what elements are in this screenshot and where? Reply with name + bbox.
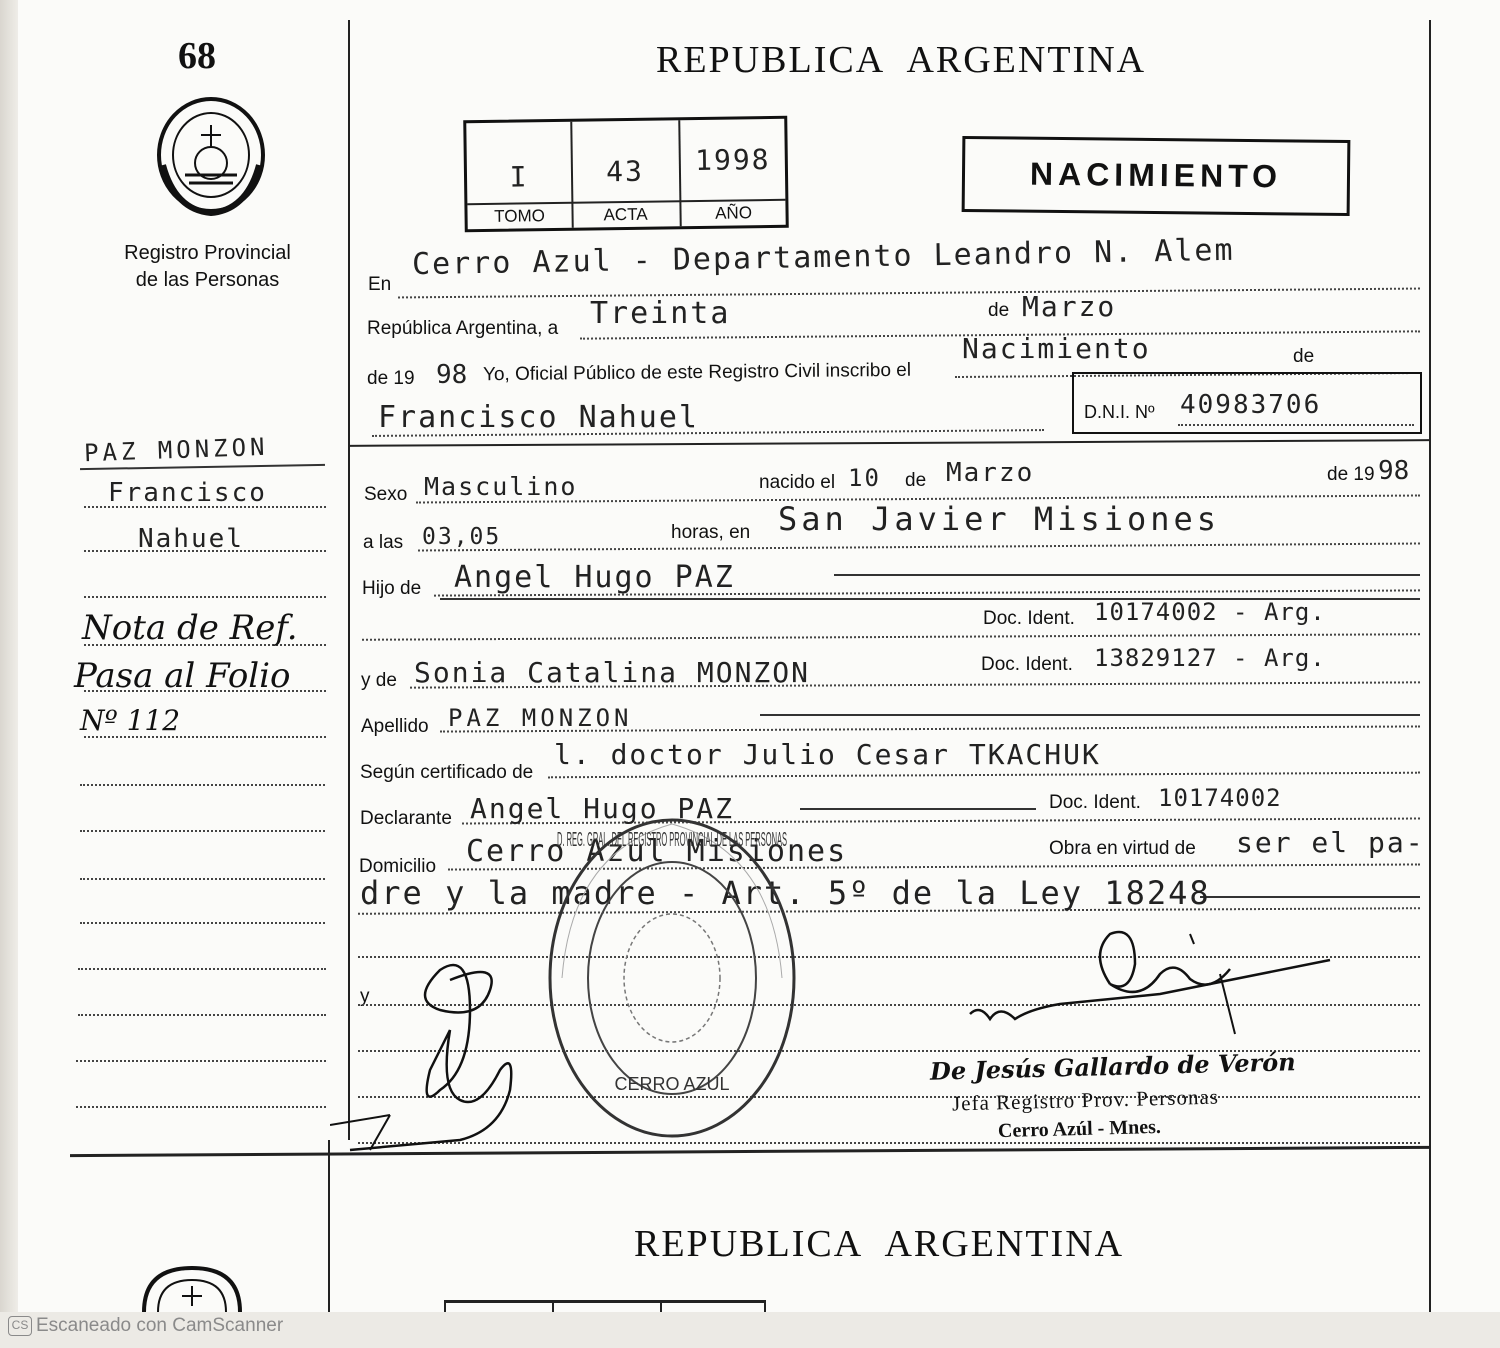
seal-inner-text: CERRO AZUL bbox=[614, 1074, 730, 1094]
province-emblem-icon bbox=[155, 95, 267, 220]
madre-doc: 13829127 - Arg. bbox=[1094, 644, 1326, 672]
camscanner-logo: CS bbox=[8, 1316, 32, 1336]
nacido-de-label: de bbox=[902, 470, 929, 492]
official-signature-icon bbox=[960, 924, 1340, 1054]
next-country-title: REPUBLICA ARGENTINA bbox=[634, 1223, 1125, 1265]
acta-label: ACTA bbox=[603, 204, 648, 225]
next-emblem-icon bbox=[140, 1266, 244, 1312]
madre-doc-label: Doc. Ident. bbox=[978, 654, 1076, 676]
horas-label: horas, en bbox=[668, 522, 753, 544]
country-title: REPUBLICA ARGENTINA bbox=[656, 39, 1147, 81]
record-type-box bbox=[962, 136, 1351, 216]
sexo-value: Masculino bbox=[424, 472, 578, 501]
apellido-label: Apellido bbox=[361, 716, 429, 737]
dni-value: 40983706 bbox=[1180, 390, 1322, 420]
certificado-label: Según certificado de bbox=[360, 762, 534, 783]
nacido-de19-label: de 19 bbox=[1324, 464, 1378, 486]
margin-name1: Francisco bbox=[108, 478, 267, 508]
acta-value: 43 bbox=[605, 154, 645, 189]
declarant-signature-icon bbox=[330, 950, 570, 1160]
watermark-text: Escaneado con CamScanner bbox=[36, 1315, 284, 1336]
margin-note2: Pasa al Folio bbox=[74, 656, 291, 696]
year-suffix: 98 bbox=[436, 360, 468, 390]
hijo-label: Hijo de bbox=[362, 578, 422, 599]
official-place: Cerro Azúl - Mnes. bbox=[997, 1115, 1162, 1143]
official-title: Jefa Registro Prov. Personas bbox=[951, 1084, 1220, 1116]
obra-label: Obra en virtud de bbox=[1046, 838, 1199, 860]
declarante-doc-label: Doc. Ident. bbox=[1046, 792, 1144, 814]
nacido-year: 98 bbox=[1378, 456, 1410, 486]
tomo-label: TOMO bbox=[494, 206, 546, 226]
padre-doc-label: Doc. Ident. bbox=[980, 608, 1078, 630]
de-label: de bbox=[985, 300, 1012, 322]
republica-label: República Argentina, a bbox=[367, 318, 559, 339]
sexo-label: Sexo bbox=[364, 484, 408, 505]
page-edge bbox=[0, 0, 18, 1312]
margin-note1: Nota de Ref. bbox=[82, 608, 298, 648]
de-label-2: de bbox=[1290, 346, 1317, 368]
declarante-doc: 10174002 bbox=[1158, 784, 1282, 812]
declarante-label: Declarante bbox=[360, 808, 452, 829]
padre-doc: 10174002 - Arg. bbox=[1094, 598, 1326, 626]
margin-name2: Nahuel bbox=[138, 524, 244, 554]
registry-name bbox=[90, 240, 325, 294]
lugar-value: San Javier Misiones bbox=[778, 500, 1221, 538]
official-seal bbox=[542, 812, 802, 1144]
oficial-text: Yo, Oficial Público de este Registro Civil inscribo el bbox=[482, 359, 912, 386]
certificado-value: l. doctor Julio Cesar TKACHUK bbox=[554, 738, 1101, 771]
declarante-value: Angel Hugo PAZ bbox=[470, 792, 735, 825]
anio-label: AÑO bbox=[715, 203, 753, 223]
padre-value: Angel Hugo PAZ bbox=[454, 560, 735, 595]
alas-label: a las bbox=[363, 532, 404, 553]
registry-box bbox=[463, 116, 789, 233]
dni-box bbox=[1072, 372, 1422, 434]
column-divider-lower bbox=[328, 1140, 330, 1312]
hora-value: 03,05 bbox=[422, 524, 502, 550]
anio-value: 1998 bbox=[694, 142, 771, 178]
de19-label: de 19 bbox=[367, 368, 415, 389]
person-name: Francisco Nahuel bbox=[378, 400, 699, 435]
registry-line1: Registro Provincial bbox=[124, 242, 291, 264]
registry-line2: de las Personas bbox=[135, 269, 280, 291]
en-label: En bbox=[368, 274, 392, 295]
camscanner-watermark bbox=[8, 1315, 283, 1337]
madre-value: Sonia Catalina MONZON bbox=[414, 656, 811, 689]
nacido-month: Marzo bbox=[946, 458, 1035, 488]
nacido-day: 10 bbox=[848, 464, 881, 492]
page-number: 68 bbox=[178, 35, 216, 77]
domicilio-value: Cerro Azul Misiones bbox=[466, 834, 848, 869]
month-value: Marzo bbox=[1022, 290, 1117, 323]
nacido-label: nacido el bbox=[756, 472, 838, 494]
domicilio-label: Domicilio bbox=[359, 856, 437, 877]
official-name: De Jesús Gallardo de Verón bbox=[929, 1047, 1297, 1086]
next-registry-box-top bbox=[444, 1300, 766, 1303]
margin-surname: PAZ MONZON bbox=[83, 432, 269, 468]
record-type: NACIMIENTO bbox=[1029, 155, 1283, 195]
obra-continuation: dre y la madre - Art. 5º de la Ley 18248 bbox=[360, 874, 1211, 912]
yde-label: y de bbox=[361, 670, 397, 691]
place-value: Cerro Azul - Departamento Leandro N. Alem bbox=[411, 232, 1235, 283]
seal-outer-text: D. REG. GRAL. DEL REGISTRO PROVINCIAL DE LAS PERSONAS bbox=[557, 829, 787, 851]
right-border bbox=[1429, 20, 1431, 1312]
tomo-value: I bbox=[509, 160, 529, 194]
dni-label: D.N.I. Nº bbox=[1084, 402, 1155, 422]
apellido-value: PAZ MONZON bbox=[448, 704, 633, 732]
y-label: y bbox=[360, 986, 370, 1007]
obra-value: ser el pa- bbox=[1236, 826, 1425, 859]
act-value: Nacimiento bbox=[962, 332, 1151, 365]
day-value: Treinta bbox=[590, 296, 731, 331]
margin-note3: Nº 112 bbox=[80, 704, 181, 737]
